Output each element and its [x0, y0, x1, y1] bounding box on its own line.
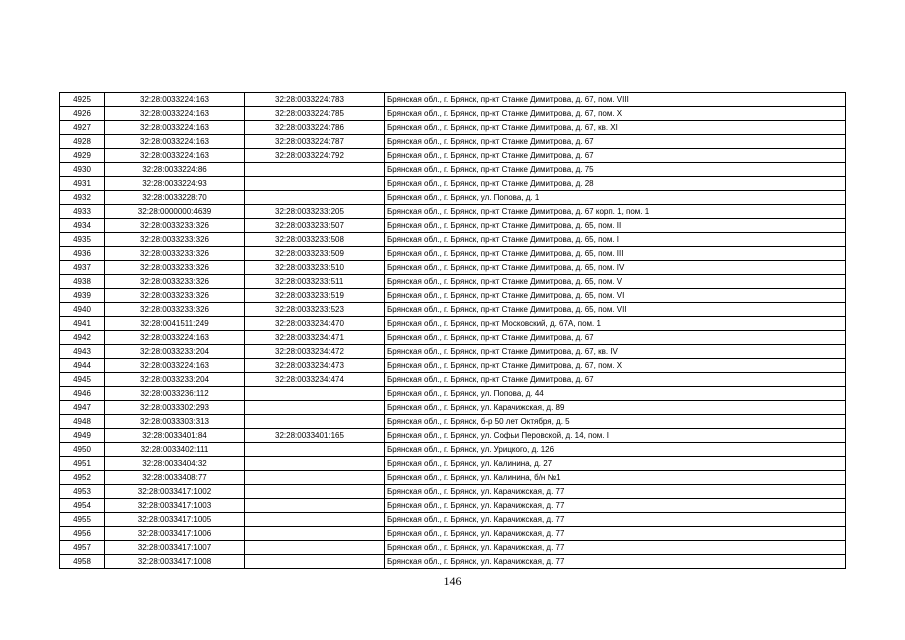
table-row: [60, 205, 846, 219]
table-row: [60, 541, 846, 555]
premises-cadastral-number-cell: 32:28:0033234:471: [245, 331, 385, 345]
cadastral-number-cell: 32:28:0033224:163: [105, 359, 245, 373]
table-body: [60, 93, 846, 569]
table-row: [60, 331, 846, 345]
address-cell: Брянская обл., г. Брянск, пр-кт Станке Димитрова, д. 67: [385, 135, 846, 149]
address-cell: Брянская обл., г. Брянск, ул. Карачижская, д. 77: [385, 555, 846, 569]
premises-cadastral-number-cell: 32:28:0033224:787: [245, 135, 385, 149]
address-cell: Брянская обл., г. Брянск, пр-кт Станке Димитрова, д. 67 корп. 1, пом. 1: [385, 205, 846, 219]
premises-cadastral-number-cell: [245, 485, 385, 499]
premises-cadastral-number-cell: 32:28:0033233:509: [245, 247, 385, 261]
premises-cadastral-number-cell: 32:28:0033233:519: [245, 289, 385, 303]
row-number-cell: 4951: [60, 457, 105, 471]
table-row: [60, 303, 846, 317]
address-cell: Брянская обл., г. Брянск, ул. Карачижская, д. 77: [385, 499, 846, 513]
cadastral-number-cell: 32:28:0033417:1008: [105, 555, 245, 569]
row-number-cell: 4954: [60, 499, 105, 513]
premises-cadastral-number-cell: [245, 513, 385, 527]
premises-cadastral-number-cell: 32:28:0033234:474: [245, 373, 385, 387]
address-cell: Брянская обл., г. Брянск, ул. Попова, д. 44: [385, 387, 846, 401]
premises-cadastral-number-cell: [245, 163, 385, 177]
row-number-cell: 4955: [60, 513, 105, 527]
table-row: [60, 443, 846, 457]
address-cell: Брянская обл., г. Брянск, пр-кт Станке Димитрова, д. 67, пом. VIII: [385, 93, 846, 107]
row-number-cell: 4929: [60, 149, 105, 163]
row-number-cell: 4956: [60, 527, 105, 541]
row-number-cell: 4931: [60, 177, 105, 191]
address-cell: Брянская обл., г. Брянск, ул. Карачижская, д. 89: [385, 401, 846, 415]
row-number-cell: 4940: [60, 303, 105, 317]
address-cell: Брянская обл., г. Брянск, б-р 50 лет Октября, д. 5: [385, 415, 846, 429]
table-row: [60, 275, 846, 289]
cadastral-number-cell: 32:28:0033228:70: [105, 191, 245, 205]
cadastral-number-cell: 32:28:0033233:204: [105, 373, 245, 387]
premises-cadastral-number-cell: [245, 177, 385, 191]
premises-cadastral-number-cell: [245, 527, 385, 541]
premises-cadastral-number-cell: [245, 443, 385, 457]
cadastral-number-cell: 32:28:0041511:249: [105, 317, 245, 331]
cadastral-number-cell: 32:28:0033233:326: [105, 303, 245, 317]
address-cell: Брянская обл., г. Брянск, пр-кт Станке Димитрова, д. 67: [385, 373, 846, 387]
row-number-cell: 4925: [60, 93, 105, 107]
table-row: [60, 513, 846, 527]
table-row: [60, 499, 846, 513]
table-row: [60, 219, 846, 233]
table-row: [60, 261, 846, 275]
row-number-cell: 4935: [60, 233, 105, 247]
address-cell: Брянская обл., г. Брянск, ул. Урицкого, д. 126: [385, 443, 846, 457]
cadastral-number-cell: 32:28:0033233:326: [105, 275, 245, 289]
address-cell: Брянская обл., г. Брянск, ул. Карачижская, д. 77: [385, 485, 846, 499]
table-row: [60, 471, 846, 485]
table-row: [60, 107, 846, 121]
premises-cadastral-number-cell: [245, 471, 385, 485]
cadastral-number-cell: 32:28:0033302:293: [105, 401, 245, 415]
address-cell: Брянская обл., г. Брянск, пр-кт Станке Димитрова, д. 65, пом. V: [385, 275, 846, 289]
row-number-cell: 4952: [60, 471, 105, 485]
cadastral-number-cell: 32:28:0033233:326: [105, 247, 245, 261]
cadastral-number-cell: 32:28:0033224:163: [105, 93, 245, 107]
row-number-cell: 4936: [60, 247, 105, 261]
row-number-cell: 4941: [60, 317, 105, 331]
cadastral-number-cell: 32:28:0033303:313: [105, 415, 245, 429]
cadastral-number-cell: 32:28:0033233:326: [105, 289, 245, 303]
address-cell: Брянская обл., г. Брянск, пр-кт Станке Димитрова, д. 65, пом. VII: [385, 303, 846, 317]
row-number-cell: 4953: [60, 485, 105, 499]
premises-cadastral-number-cell: 32:28:0033233:507: [245, 219, 385, 233]
row-number-cell: 4930: [60, 163, 105, 177]
cadastral-number-cell: 32:28:0033224:163: [105, 107, 245, 121]
premises-cadastral-number-cell: 32:28:0033234:470: [245, 317, 385, 331]
cadastral-number-cell: 32:28:0033224:163: [105, 149, 245, 163]
row-number-cell: 4950: [60, 443, 105, 457]
table-row: [60, 359, 846, 373]
row-number-cell: 4944: [60, 359, 105, 373]
premises-cadastral-number-cell: [245, 387, 385, 401]
premises-cadastral-number-cell: [245, 457, 385, 471]
address-cell: Брянская обл., г. Брянск, ул. Калинина, б/н №1: [385, 471, 846, 485]
address-cell: Брянская обл., г. Брянск, пр-кт Станке Димитрова, д. 65, пом. IV: [385, 261, 846, 275]
row-number-cell: 4945: [60, 373, 105, 387]
table-row: [60, 163, 846, 177]
row-number-cell: 4949: [60, 429, 105, 443]
row-number-cell: 4948: [60, 415, 105, 429]
table-row: [60, 429, 846, 443]
cadastral-number-cell: 32:28:0000000:4639: [105, 205, 245, 219]
address-cell: Брянская обл., г. Брянск, пр-кт Московский, д. 67А, пом. 1: [385, 317, 846, 331]
premises-cadastral-number-cell: 32:28:0033233:511: [245, 275, 385, 289]
cadastral-number-cell: 32:28:0033402:111: [105, 443, 245, 457]
cadastral-number-cell: 32:28:0033401:84: [105, 429, 245, 443]
cadastral-number-cell: 32:28:0033417:1006: [105, 527, 245, 541]
table-row: [60, 121, 846, 135]
premises-cadastral-number-cell: 32:28:0033401:165: [245, 429, 385, 443]
address-cell: Брянская обл., г. Брянск, пр-кт Станке Димитрова, д. 65, пом. I: [385, 233, 846, 247]
cadastral-number-cell: 32:28:0033233:326: [105, 219, 245, 233]
table-row: [60, 457, 846, 471]
premises-cadastral-number-cell: [245, 415, 385, 429]
row-number-cell: 4946: [60, 387, 105, 401]
table-row: [60, 317, 846, 331]
premises-cadastral-number-cell: [245, 401, 385, 415]
premises-cadastral-number-cell: 32:28:0033233:508: [245, 233, 385, 247]
cadastral-number-cell: 32:28:0033417:1007: [105, 541, 245, 555]
table-row: [60, 289, 846, 303]
address-cell: Брянская обл., г. Брянск, ул. Софьи Перовской, д. 14, пом. I: [385, 429, 846, 443]
cadastral-number-cell: 32:28:0033417:1003: [105, 499, 245, 513]
table-row: [60, 373, 846, 387]
row-number-cell: 4939: [60, 289, 105, 303]
row-number-cell: 4937: [60, 261, 105, 275]
row-number-cell: 4926: [60, 107, 105, 121]
cadastral-number-cell: 32:28:0033224:163: [105, 331, 245, 345]
cadastral-number-cell: 32:28:0033236:112: [105, 387, 245, 401]
premises-cadastral-number-cell: 32:28:0033233:510: [245, 261, 385, 275]
premises-cadastral-number-cell: 32:28:0033234:473: [245, 359, 385, 373]
address-cell: Брянская обл., г. Брянск, пр-кт Станке Димитрова, д. 67: [385, 331, 846, 345]
cadastral-number-cell: 32:28:0033417:1002: [105, 485, 245, 499]
table-row: [60, 387, 846, 401]
cadastral-number-cell: 32:28:0033233:326: [105, 233, 245, 247]
address-cell: Брянская обл., г. Брянск, пр-кт Станке Димитрова, д. 65, пом. II: [385, 219, 846, 233]
premises-cadastral-number-cell: [245, 191, 385, 205]
premises-cadastral-number-cell: 32:28:0033233:523: [245, 303, 385, 317]
address-cell: Брянская обл., г. Брянск, ул. Карачижская, д. 77: [385, 527, 846, 541]
address-cell: Брянская обл., г. Брянск, пр-кт Станке Димитрова, д. 65, пом. III: [385, 247, 846, 261]
cadastral-number-cell: 32:28:0033224:93: [105, 177, 245, 191]
row-number-cell: 4947: [60, 401, 105, 415]
page-number: 146: [443, 574, 462, 588]
cadastral-number-cell: 32:28:0033233:204: [105, 345, 245, 359]
cadastral-table: [59, 92, 846, 569]
cadastral-number-cell: 32:28:0033224:86: [105, 163, 245, 177]
row-number-cell: 4934: [60, 219, 105, 233]
row-number-cell: 4943: [60, 345, 105, 359]
premises-cadastral-number-cell: [245, 555, 385, 569]
cadastral-number-cell: 32:28:0033417:1005: [105, 513, 245, 527]
premises-cadastral-number-cell: 32:28:0033224:783: [245, 93, 385, 107]
cadastral-number-cell: 32:28:0033404:32: [105, 457, 245, 471]
row-number-cell: 4928: [60, 135, 105, 149]
row-number-cell: 4933: [60, 205, 105, 219]
address-cell: Брянская обл., г. Брянск, пр-кт Станке Димитрова, д. 67, пом. X: [385, 359, 846, 373]
premises-cadastral-number-cell: [245, 541, 385, 555]
table-row: [60, 345, 846, 359]
table-row: [60, 247, 846, 261]
address-cell: Брянская обл., г. Брянск, ул. Карачижская, д. 77: [385, 513, 846, 527]
row-number-cell: 4927: [60, 121, 105, 135]
premises-cadastral-number-cell: 32:28:0033224:786: [245, 121, 385, 135]
address-cell: Брянская обл., г. Брянск, пр-кт Станке Димитрова, д. 67, кв. XI: [385, 121, 846, 135]
cadastral-number-cell: 32:28:0033233:326: [105, 261, 245, 275]
table-row: [60, 415, 846, 429]
table-row: [60, 485, 846, 499]
table-row: [60, 401, 846, 415]
address-cell: Брянская обл., г. Брянск, ул. Карачижская, д. 77: [385, 541, 846, 555]
premises-cadastral-number-cell: 32:28:0033234:472: [245, 345, 385, 359]
address-cell: Брянская обл., г. Брянск, пр-кт Станке Димитрова, д. 67, кв. IV: [385, 345, 846, 359]
table-row: [60, 555, 846, 569]
row-number-cell: 4958: [60, 555, 105, 569]
table-row: [60, 527, 846, 541]
row-number-cell: 4938: [60, 275, 105, 289]
address-cell: Брянская обл., г. Брянск, пр-кт Станке Димитрова, д. 75: [385, 163, 846, 177]
table-row: [60, 191, 846, 205]
premises-cadastral-number-cell: 32:28:0033233:205: [245, 205, 385, 219]
table-row: [60, 233, 846, 247]
premises-cadastral-number-cell: 32:28:0033224:792: [245, 149, 385, 163]
address-cell: Брянская обл., г. Брянск, ул. Попова, д. 1: [385, 191, 846, 205]
address-cell: Брянская обл., г. Брянск, ул. Калинина, д. 27: [385, 457, 846, 471]
address-cell: Брянская обл., г. Брянск, пр-кт Станке Димитрова, д. 67: [385, 149, 846, 163]
table-row: [60, 149, 846, 163]
table-row: [60, 93, 846, 107]
address-cell: Брянская обл., г. Брянск, пр-кт Станке Димитрова, д. 28: [385, 177, 846, 191]
address-cell: Брянская обл., г. Брянск, пр-кт Станке Димитрова, д. 67, пом. X: [385, 107, 846, 121]
row-number-cell: 4942: [60, 331, 105, 345]
cadastral-number-cell: 32:28:0033408:77: [105, 471, 245, 485]
address-cell: Брянская обл., г. Брянск, пр-кт Станке Димитрова, д. 65, пом. VI: [385, 289, 846, 303]
table-row: [60, 135, 846, 149]
premises-cadastral-number-cell: 32:28:0033224:785: [245, 107, 385, 121]
table-row: [60, 177, 846, 191]
premises-cadastral-number-cell: [245, 499, 385, 513]
cadastral-number-cell: 32:28:0033224:163: [105, 135, 245, 149]
cadastral-number-cell: 32:28:0033224:163: [105, 121, 245, 135]
row-number-cell: 4957: [60, 541, 105, 555]
row-number-cell: 4932: [60, 191, 105, 205]
